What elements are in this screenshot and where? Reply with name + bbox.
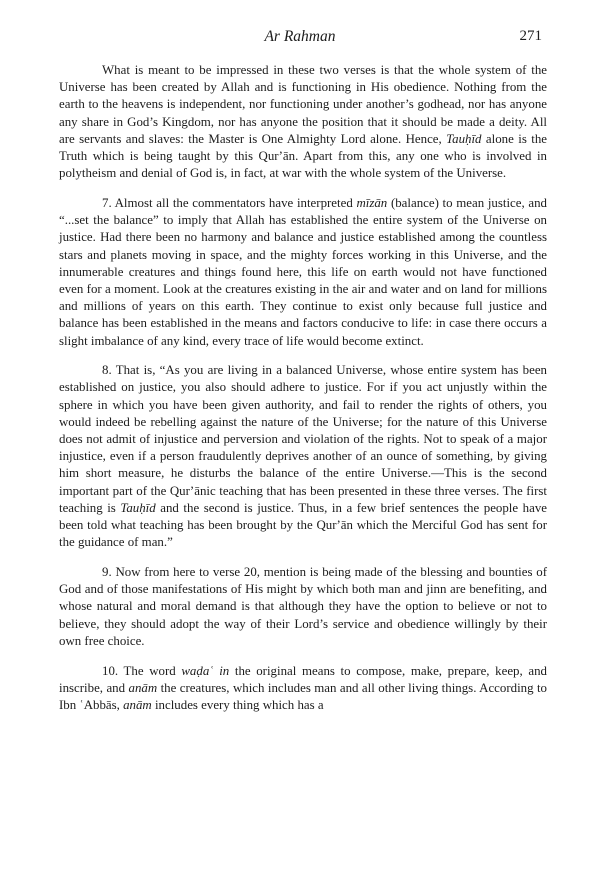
text-segment: includes every thing which has a [151, 697, 324, 712]
paragraph-note-9 [59, 564, 547, 650]
paragraph-note-7 [59, 195, 547, 350]
italic-term: anām [128, 680, 158, 695]
text-segment: What is meant to be impressed in these two verses is that the whole system of the Universe has been created by Allah and is functioning in His obedience. Nothing from the earth to the heavens is independent, nor functioning under another’s godhead, nor has anyone any share in God’s Kingdom, nor has anyone the position that it should be made a deity. All are servants and slaves: the Master is One Almighty Lord alone. Hence, [59, 63, 547, 146]
text-segment: 10. The word [102, 663, 182, 678]
italic-term: anām [123, 697, 152, 712]
paragraph-note-8 [59, 362, 547, 551]
chapter-title: Ar Rahman [264, 28, 336, 45]
paragraph-note-10 [59, 663, 547, 715]
running-head [0, 28, 600, 48]
text-segment: 7. Almost all the commentators have interpreted [102, 195, 357, 210]
italic-term: waḍaʿ in [181, 663, 230, 678]
italic-term: Tauḥīd [120, 500, 156, 515]
text-segment: and the second is justice. Thus, in a few brief sentences the people have been told what teaching has been brought by the Qurʼān which the Merciful God has sent for the guidance of man.” [59, 500, 547, 550]
text-segment: 9. Now from here to verse 20, mention is being made of the blessing and bounties of God and of those manifestations of His might by which both man and jinn are benefiting, and whose natural and moral demand is that although they have the option to believe or not to believe, they should adopt the way of their Lord’s service and obedience willingly by their own free choice. [59, 564, 547, 648]
text-segment: alone is the Truth which is being taught by this Qurʼān. Apart from this, any one who is involved in polytheism and denial of God is, in fact, at war with the whole system of the Universe. [59, 131, 547, 181]
text-segment: the creatures, which includes man and all other living things. According to Ibn ʿAbbās, [59, 680, 547, 712]
text-segment: the original means to compose, make, prepare, keep, and inscribe, and [59, 663, 547, 695]
paragraph-1 [59, 62, 547, 182]
text-segment: (balance) to mean justice, and “...set the balance” to imply that Allah has established the entire system of the Universe on justice. Had there been no harmony and balance and justice established among the countless stars and planets moving in space, and the mighty forces working in this Universe, and the innumerable creatures and things found here, this life on earth would not have functioned even for a moment. Look at the creatures existing in the air and water and on land for millions and millions of years on this earth. They continue to exist only because full justice and balance has been established in the means and factors conducive to life: in case there occurs a slight imbalance of any kind, every trace of life would become extinct. [59, 195, 547, 348]
body-text [59, 62, 547, 727]
italic-term: Tauḥīd [446, 131, 482, 146]
page-number: 271 [519, 28, 542, 44]
italic-term: mīzān [356, 195, 388, 210]
text-segment: 8. That is, “As you are living in a balanced Universe, whose entire system has been established on justice, you also should adhere to justice. For if you act unjustly within the sphere in which you have been given authority, and fail to render the rights of others, you would indeed be rebelling against the nature of the Universe; for the nature of this Universe does not admit of injustice and perversion and violation of the rights. Not to speak of a major injustice, even if a person fraudulently deprives another of an ounce of something, by giving him short measure, he disturbs the balance of the entire Universe.—This is the second important part of the Qurʼānic teaching that has been presented in these three verses. The first teaching is [59, 363, 547, 515]
